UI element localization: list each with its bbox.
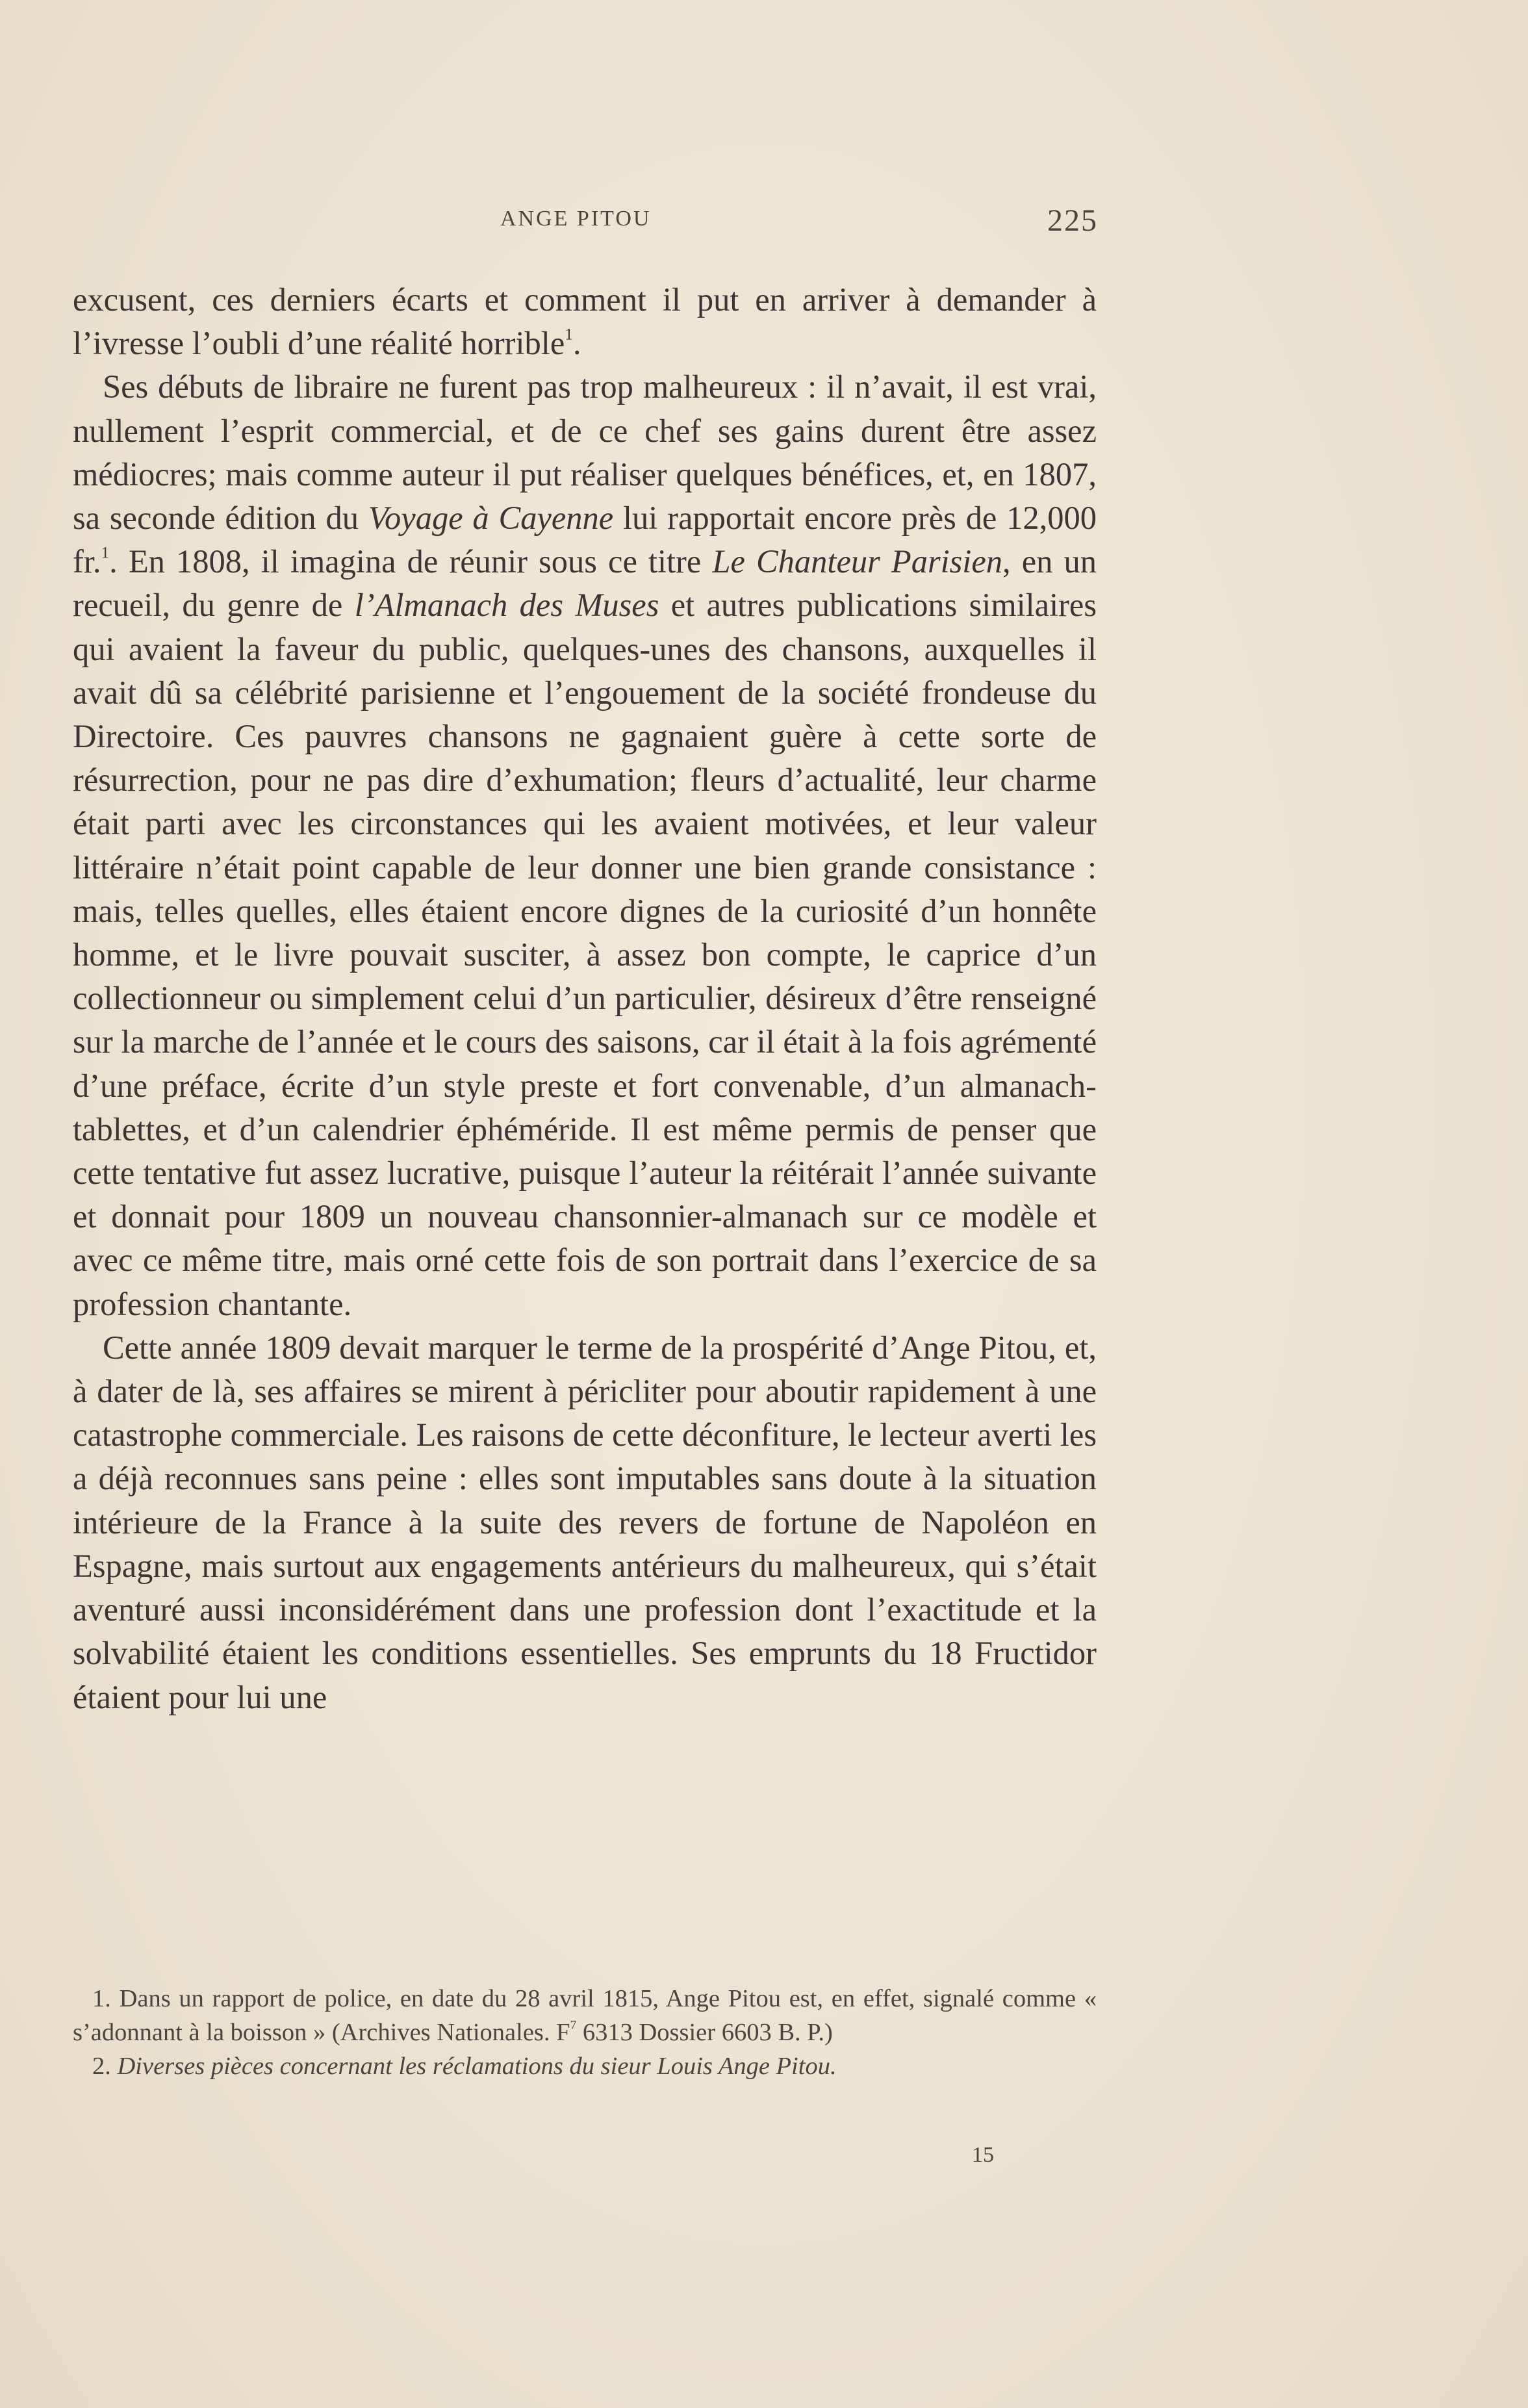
footnote-ref: 1 bbox=[565, 325, 573, 344]
book-title-voyage: Voyage à Cayenne bbox=[368, 500, 614, 537]
signature-mark: 15 bbox=[972, 2143, 994, 2167]
page-header bbox=[71, 203, 1098, 246]
book-title-almanach: l’Almanach des Muses bbox=[354, 587, 659, 624]
running-title: ANGE PITOU bbox=[500, 207, 652, 231]
footnote-ref: 1 bbox=[101, 543, 110, 562]
book-title-chanteur: Le Chanteur Parisien bbox=[712, 543, 1002, 580]
paragraph-3: Cette année 1809 devait marquer le terme de la prospérité d’Ange Pitou, et, à dater de là, ses affaires se mirent à péricliter pour aboutir rapidement à une catastrophe commerciale. Les raisons de cette déconfiture, le lecteur averti les a déjà reconnues sans peine : elles sont imputables sans doute à la situation intérieure de la France à la suite des revers de fortune de Napoléon en Espagne, mais surtout aux engagements antérieurs du malheureux, qui s’était aventuré aussi inconsidérément dans une profession dont l’exactitude et la solvabilité étaient les conditions essentielles. Ses emprunts du 18 Fructidor étaient pour lui une bbox=[73, 1329, 1097, 1715]
footnote-2: 2. Diverses pièces concernant les réclamations du sieur Louis Ange Pitou. bbox=[92, 2053, 837, 2080]
body-text bbox=[73, 278, 1097, 1719]
paragraph-2: Ses débuts de libraire ne furent pas trop malheureux : il n’avait, il est vrai, nullement l’esprit commercial, et de ce chef ses gains durent être assez médiocres; mais comme auteur il put réaliser quelques bénéfices, et, en 1807, sa seconde édition du Voyage à Cayenne lui rapportait encore près de 12,000 fr.$^1$. En 1808, il imagina de réunir sous ce titre Le Chanteur Parisien, en un recueil, du genre de l’Almanach des Muses et autres publications similaires qui avaient la faveur du public, quelques-unes des chansons, auxquelles il avait dû sa célébrité parisienne et l’engouement de la société frondeuse du Directoire. Ces pauvres chansons ne gagnaient guère à cette sorte de résurrection, pour ne pas dire d’exhumation; fleurs d’actualité, leur charme était parti avec les circonstances qui les avaient motivées, et leur valeur littéraire n’était point capable de leur donner une bien grande consistance : mais, telles quelles, elles étaient encore dignes de la curiosité d’un honnête homme, et le livre pouvait susciter, à assez bon compte, le caprice d’un collectionneur ou simplement celui d’un particulier, désireux d’être renseigné sur la marche de l’année et le cours des saisons, car il était à la fois agrémenté d’une préface, écrite d’un style preste et fort convenable, d’un almanach-tablettes, et d’un calendrier éphéméride. Il est même permis de penser que cette tentative fut assez lucrative, puisque l’auteur la réitérait l’année suivante et donnait pour 1809 un nouveau chansonnier-almanach sur ce modèle et avec ce même titre, mais orné cette fois de son portrait dans l’exercice de sa profession chantante. bbox=[73, 368, 1097, 1322]
footnote-1: 1. Dans un rapport de police, en date du 28 avril 1815, Ange Pitou est, en effet, signalé comme « s’adonnant à la boisson » (Archives Nationales. $F^7$ 6313 Dossier 6603 B. P.) bbox=[73, 1985, 1097, 2046]
page-number: 225 bbox=[1047, 203, 1098, 238]
footnotes bbox=[73, 1982, 1097, 2083]
paragraph-1: excusent, ces derniers écarts et comment il put en arriver à demander à l’ivresse l’oubli d’une réalité horrible$^1$. bbox=[73, 281, 1097, 362]
